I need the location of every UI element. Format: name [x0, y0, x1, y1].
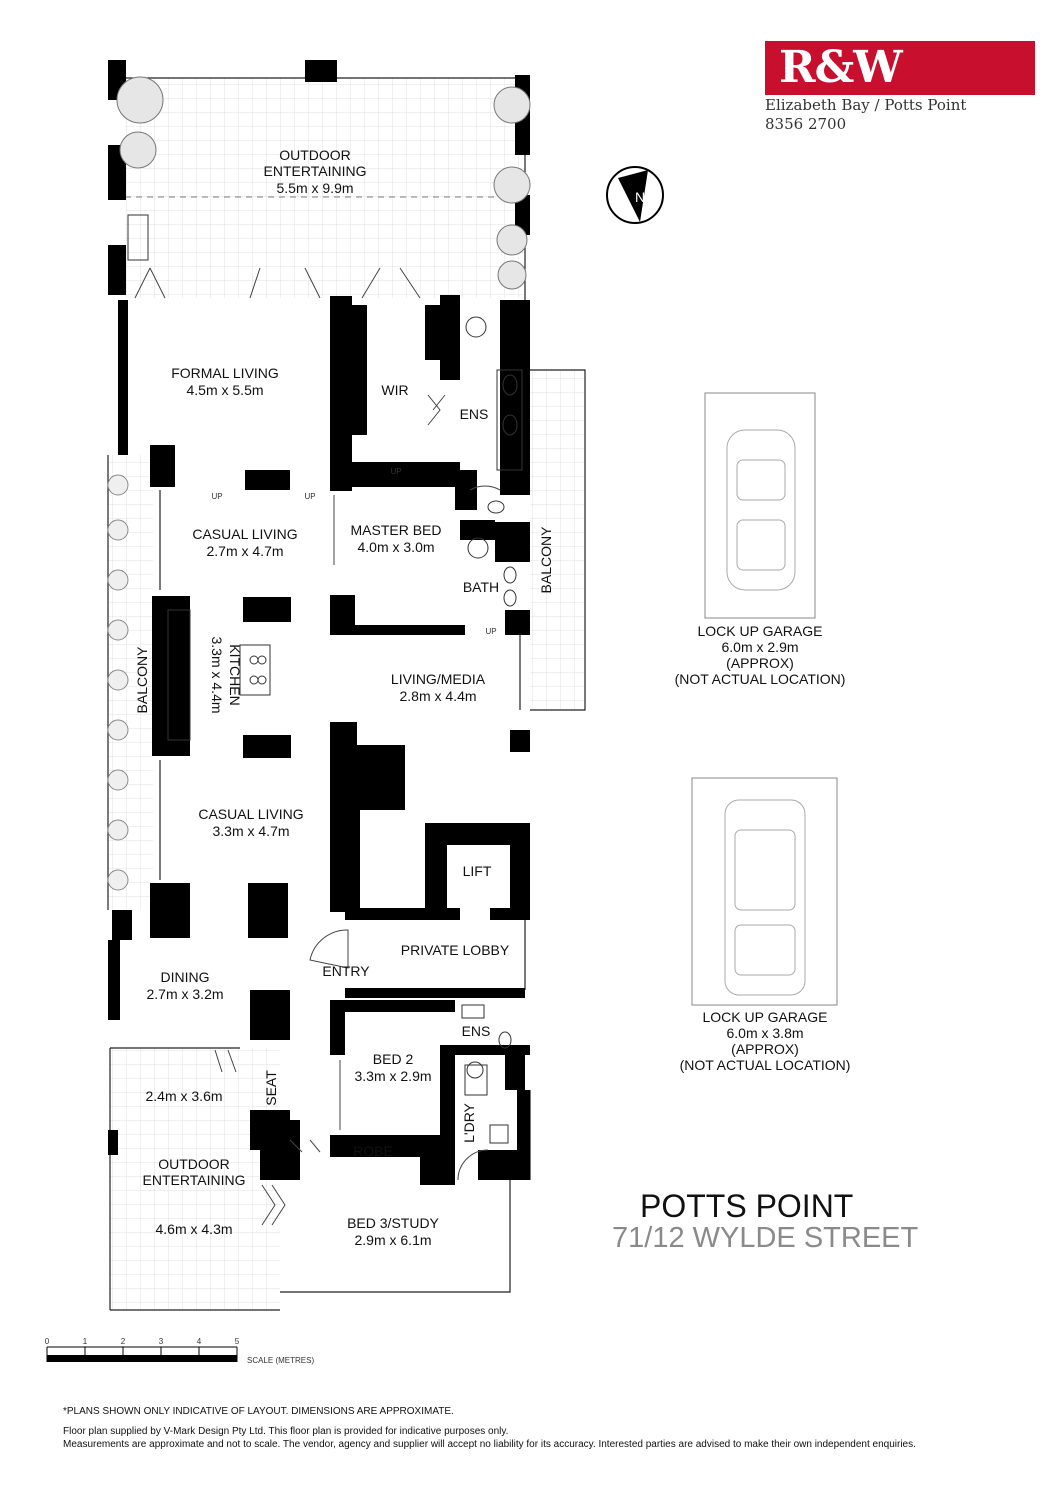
svg-text:UP: UP [211, 492, 223, 501]
garage-2-note1: (APPROX) [731, 1041, 799, 1057]
garage-1-dims: 6.0m x 2.9m [721, 639, 799, 655]
scale-bar [45, 1337, 315, 1365]
svg-text:UP: UP [390, 467, 402, 476]
living-media-dims: 2.8m x 4.4m [399, 688, 477, 704]
ens-top-label: ENS [459, 406, 489, 422]
bed3-name: BED 3/STUDY [347, 1215, 439, 1231]
seat-label: SEAT [263, 1070, 279, 1106]
garage-2-note2: (NOT ACTUAL LOCATION) [679, 1057, 851, 1073]
svg-text:UP: UP [304, 492, 316, 501]
garage-1-note1: (APPROX) [726, 655, 794, 671]
scale-tick: 0 [44, 1337, 50, 1346]
entry-label: ENTRY [322, 963, 370, 979]
formal-living-dims: 4.5m x 5.5m [186, 382, 264, 398]
living-media-name: LIVING/MEDIA [390, 671, 486, 687]
bath-label: BATH [462, 579, 500, 595]
office-phone: 8356 2700 [765, 115, 847, 133]
ldry-label: L'DRY [461, 1103, 477, 1143]
scale-label: SCALE (METRES) [247, 1356, 315, 1365]
private-lobby-label: PRIVATE LOBBY [400, 942, 510, 958]
scale-tick: 4 [196, 1337, 202, 1346]
office-name: Elizabeth Bay / Potts Point [765, 96, 967, 114]
master-bed-name: MASTER BED [350, 522, 442, 538]
casual-living-2-dims: 3.3m x 4.7m [212, 823, 290, 839]
disclaimer-body [63, 1425, 916, 1451]
garage-1-note2: (NOT ACTUAL LOCATION) [674, 671, 846, 687]
balcony-right-label: BALCONY [538, 526, 554, 594]
north-arrow-icon [607, 167, 663, 223]
outdoor-top-dims: 5.5m x 9.9m [276, 180, 354, 196]
disclaimer-line3: Measurements are approximate and not to scale. The vendor, agency and supplier will accept no liability for its accuracy. Interested parties are advised to make their own independent enquiries. [63, 1439, 916, 1450]
bed3-dims: 2.9m x 6.1m [354, 1232, 432, 1248]
garage-2-label [665, 1009, 865, 1073]
climbing-plants [108, 475, 128, 890]
outdoor-bottom-name: OUTDOOR ENTERTAINING [142, 1156, 246, 1188]
logo-text: R&W [779, 42, 902, 93]
dining-name: DINING [160, 969, 210, 985]
bed2-dims: 3.3m x 2.9m [354, 1068, 432, 1084]
kitchen-dims: 3.3m x 4.4m [209, 636, 225, 714]
svg-text:UP: UP [485, 627, 497, 636]
garage-2-dims: 6.0m x 3.8m [726, 1025, 804, 1041]
scale-tick: 3 [158, 1337, 164, 1346]
outdoor-bottom-dims-a: 2.4m x 3.6m [145, 1088, 223, 1104]
disclaimer-line2: Floor plan supplied by V-Mark Design Pty Ltd. This floor plan is provided for indicative purposes only. [63, 1426, 509, 1437]
scale-tick: 2 [120, 1337, 126, 1346]
dining-dims: 2.7m x 3.2m [146, 986, 224, 1002]
scale-tick: 1 [82, 1337, 88, 1346]
casual-living-2-name: CASUAL LIVING [198, 806, 304, 822]
property-address: 71/12 WYLDE STREET [612, 1222, 919, 1254]
outdoor-top-name: OUTDOOR ENTERTAINING [263, 147, 367, 179]
balcony-left-label: BALCONY [134, 646, 150, 714]
casual-living-1-name: CASUAL LIVING [192, 526, 298, 542]
casual-living-1-dims: 2.7m x 4.7m [206, 543, 284, 559]
formal-living-name: FORMAL LIVING [171, 365, 279, 381]
outdoor-bottom-dims-b: 4.6m x 4.3m [155, 1221, 233, 1237]
lift-label: LIFT [462, 863, 492, 879]
master-bed-dims: 4.0m x 3.0m [357, 539, 435, 555]
garage-2-title: LOCK UP GARAGE [702, 1009, 828, 1025]
ens-bottom-label: ENS [461, 1023, 491, 1039]
wir-label: WIR [381, 382, 409, 398]
robe-label: ROBE [353, 1143, 393, 1159]
scale-tick: 5 [234, 1337, 240, 1346]
garage-1-label [660, 623, 860, 687]
garage-1-box [705, 393, 815, 618]
kitchen-name: KITCHEN [227, 644, 243, 706]
north-letter: N [634, 189, 646, 205]
garage-2-box [692, 778, 837, 1005]
garage-1-title: LOCK UP GARAGE [697, 623, 823, 639]
property-suburb: POTTS POINT [640, 1188, 854, 1224]
bed2-name: BED 2 [372, 1051, 414, 1067]
disclaimer-heading: *PLANS SHOWN ONLY INDICATIVE OF LAYOUT. DIMENSIONS ARE APPROXIMATE. [63, 1406, 454, 1417]
